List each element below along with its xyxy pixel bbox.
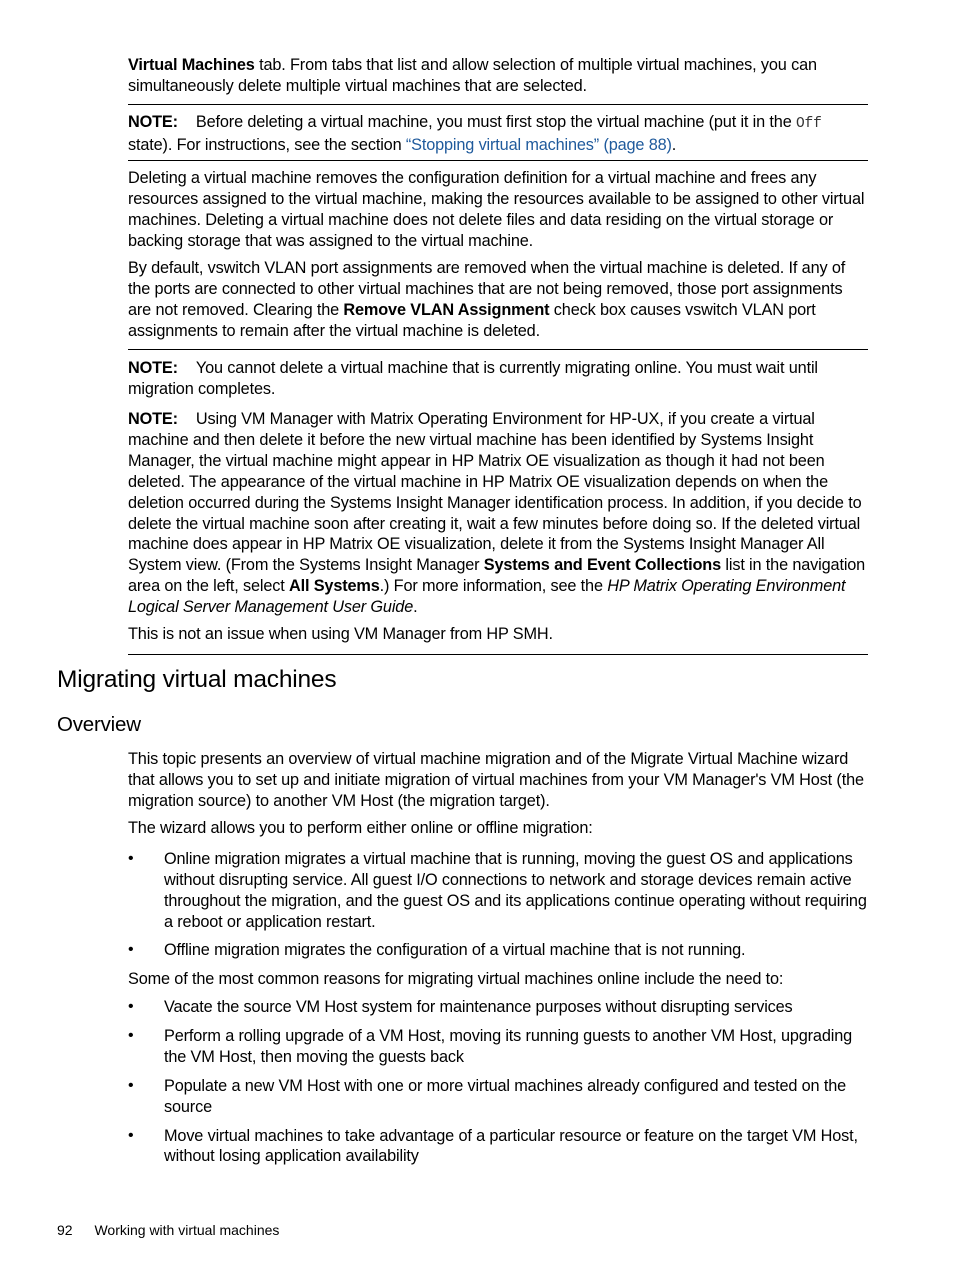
list-item (128, 940, 868, 961)
page-footer (57, 1222, 279, 1238)
note3-text-end: . (413, 598, 418, 617)
reasons-intro (128, 969, 868, 990)
bullet-icon: • (128, 850, 134, 867)
list-item-text: Move virtual machines to take advantage of a particular resource or feature on the target VM Host, without losing application availability (164, 1126, 858, 1166)
list-item-text: Online migration migrates a virtual machine that is running, moving the guest OS and applications without disrupting service. All guest I/O connections to network and storage devices remain active throughout the migration, and the guest OS and its applications continue operating without requiring a reboot or application restart. (164, 850, 867, 931)
overview-p1-text: This topic presents an overview of virtual machine migration and of the Migrate Virtual Machine wizard that allows you to set up and initiate migration of virtual machines from your VM Manager's VM Host (the migration source) to another VM Host (the migration target). (128, 750, 864, 810)
note2 (128, 358, 868, 400)
reasons-list (128, 997, 868, 1167)
bullet-icon: • (128, 1126, 134, 1144)
note3-label: NOTE: (128, 410, 178, 428)
note3-bottom-rule (128, 654, 868, 655)
note3-text-middle: list in the navigation area on the left, select (128, 556, 866, 596)
intro-text: tab. From tabs that list and allow selection of multiple virtual machines, you can simultaneously delete multiple virtual machines that are selected. (128, 56, 817, 95)
note1-bottom-rule (128, 160, 868, 161)
list-item (128, 849, 868, 933)
heading-overview: Overview (57, 713, 141, 736)
migration-types-list (128, 849, 868, 961)
overview-p2-text: The wizard allows you to perform either online or offline migration: (128, 819, 593, 837)
user-guide-title: HP Matrix Operating Environment Logical Server Management User Guide (128, 577, 846, 617)
note3-text-before: Using VM Manager with Matrix Operating Environment for HP-UX, if you create a virtual machine and then delete it before the new virtual machine has been identified by Systems Insight Manager, the virtual machine might appear in HP Matrix OE visualization as though it had not been deleted. The appearance of the virtual machine in HP Matrix OE visualization depends on when the deletion occurred during the Systems Insight Manager identification process. In addition, if you decide to delete the virtual machine soon after creating it, wait a few minutes before doing so. If the deleted virtual machine does appear in HP Matrix OE visualization, delete it from the Systems Insight Manager All System view. (From the Systems Insight Manager (128, 410, 862, 575)
note1-text-middle: state). For instructions, see the section (128, 135, 406, 154)
list-item (128, 1026, 868, 1068)
list-item (128, 1076, 868, 1118)
note1 (128, 112, 868, 156)
bullet-icon: • (128, 1026, 134, 1044)
overview-paragraph-1 (128, 749, 868, 812)
note2-label: NOTE: (128, 359, 178, 377)
intro-paragraph (128, 55, 868, 97)
list-item-text: Offline migration migrates the configuration of a virtual machine that is not running. (164, 940, 746, 959)
vlan-text-before: By default, vswitch VLAN port assignments are removed when the virtual machine is deleted. If any of the ports are connected to other virtual machines that are not being removed, those port assignments are not removed. Clearing the (128, 259, 846, 319)
note3 (128, 409, 868, 645)
delete-paragraph (128, 168, 868, 252)
bullet-icon: • (128, 998, 134, 1015)
remove-vlan-assignment-label: Remove VLAN Assignment (343, 300, 550, 319)
bullet-icon: • (128, 1076, 134, 1094)
systems-event-collections-label: Systems and Event Collections (483, 556, 722, 575)
note1-text-after: . (671, 135, 677, 154)
vlan-text-after: check box causes vswitch VLAN port assignments to remain after the virtual machine is deleted. (128, 300, 816, 340)
list-item-text: Perform a rolling upgrade of a VM Host, moving its running guests to another VM Host, upgrading the VM Host, then moving the guests back (164, 1026, 853, 1066)
intro-tab-name: Virtual Machines (128, 56, 255, 74)
list-item (128, 1126, 868, 1168)
list-item-text: Vacate the source VM Host system for maintenance purposes without disrupting services (164, 998, 793, 1016)
stopping-vms-link[interactable]: “Stopping virtual machines” (page 88) (405, 135, 672, 154)
delete-paragraph-text: Deleting a virtual machine removes the configuration definition for a virtual machine and frees any resources assigned to the virtual machine, making the resources available to be assigned to other virtual machines. Deleting a virtual machine does not delete files and data residing on the virtual storage or backing storage that was assigned to the virtual machine. (128, 169, 865, 250)
list-item (128, 997, 868, 1018)
off-state-code: Off (795, 116, 822, 132)
page-number: 92 (57, 1222, 73, 1238)
note1-top-rule (128, 104, 868, 105)
heading-migrating: Migrating virtual machines (57, 666, 337, 693)
note1-text-before: Before deleting a virtual machine, you must first stop the virtual machine (put it in the (195, 113, 796, 131)
bullet-icon: • (128, 940, 134, 958)
vlan-paragraph (128, 258, 868, 342)
note2-top-rule (128, 349, 868, 350)
footer-section-title: Working with virtual machines (94, 1222, 280, 1238)
note1-label: NOTE: (128, 113, 178, 131)
overview-paragraph-2 (128, 818, 868, 839)
reasons-intro-text: Some of the most common reasons for migrating virtual machines online include the need to: (128, 970, 784, 988)
note2-text: You cannot delete a virtual machine that is currently migrating online. You must wait until migration completes. (128, 359, 818, 398)
all-systems-label: All Systems (288, 577, 380, 596)
note3-text-after: .) For more information, see the (379, 577, 608, 596)
list-item-text: Populate a new VM Host with one or more virtual machines already configured and tested on the source (164, 1076, 847, 1116)
note3-extra: This is not an issue when using VM Manager from HP SMH. (128, 625, 553, 644)
